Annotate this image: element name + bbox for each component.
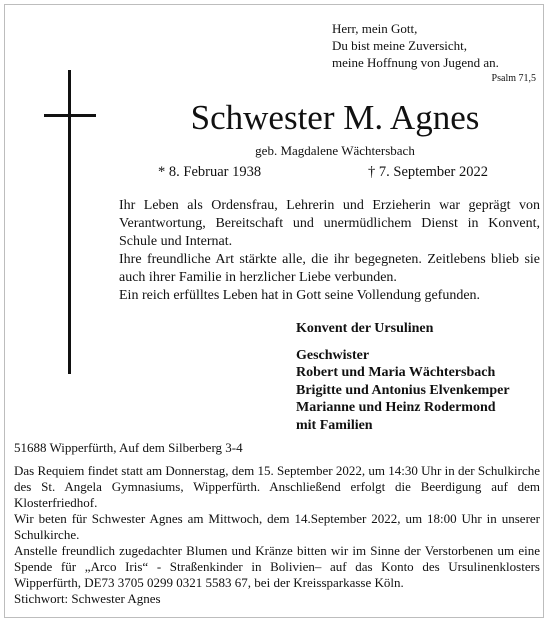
information-paragraph: Das Requiem findet statt am Donnerstag, dem 15. September 2022, um 14:30 Uhr in der Schulkirche des St. Angela Gymnasiums, Wipperfürth. Anschließend erfolgt die Beerdigung auf dem Klosterfriedhof. bbox=[14, 463, 540, 510]
information-paragraph: Anstelle freundlich zugedachter Blumen und Kränze bitten wir im Sinne der Verstorbenen um eine Spende für „Arco Iris“ - Straßenkinder in Bolivien– auf das Konto des Ursulinenklosters Wipperfürth, DE73 3705 0299 0321 5583 67, bei der Kreissparkasse Köln. bbox=[14, 543, 540, 590]
address-line: 51688 Wipperfürth, Auf dem Silberberg 3-4 bbox=[14, 440, 243, 455]
death-date: † 7. September 2022 bbox=[368, 164, 489, 180]
epigraph-line: Du bist meine Zuversicht, bbox=[332, 38, 468, 53]
cross-horizontal-bar bbox=[44, 114, 96, 117]
biography-paragraph: Ihre freundliche Art stärkte alle, die ihr begegneten. Zeitlebens blieb sie auch ihrer Familie in herzlicher Liebe verbunden. bbox=[119, 252, 540, 285]
funeral-information bbox=[14, 463, 540, 607]
mourner-line: mit Familien bbox=[296, 417, 373, 433]
mourner-line: Robert und Maria Wächtersbach bbox=[296, 365, 496, 380]
information-paragraph: Stichwort: Schwester Agnes bbox=[14, 591, 161, 606]
mourner-line: Marianne und Heinz Rodermond bbox=[296, 400, 496, 415]
biography-paragraph: Ihr Leben als Ordensfrau, Lehrerin und Erzieherin war geprägt von Verantwortung, Bereitschaft und unermüdlichem Dienst in Konvent, Schule und Internat. bbox=[119, 198, 540, 249]
mourner-line: Brigitte und Antonius Elvenkemper bbox=[296, 382, 510, 398]
biography-paragraph: Ein reich erfülltes Leben hat in Gott seine Vollendung gefunden. bbox=[119, 288, 481, 303]
deceased-name: Schwester M. Agnes bbox=[190, 98, 480, 137]
convent-name: Konvent der Ursulinen bbox=[296, 321, 434, 336]
biography-text bbox=[119, 197, 540, 305]
epigraph-line: meine Hoffnung von Jugend an. bbox=[332, 55, 499, 70]
mourners-list bbox=[296, 320, 540, 434]
psalm-reference: Psalm 71,5 bbox=[491, 73, 536, 84]
information-paragraph: Wir beten für Schwester Agnes am Mittwoch, dem 14.September 2022, um 18:00 Uhr in unserer Schulkirche. bbox=[14, 511, 540, 542]
psalm-epigraph bbox=[332, 20, 536, 85]
latin-cross-icon bbox=[44, 70, 96, 374]
mourner-line: Geschwister bbox=[296, 347, 370, 363]
epigraph-line: Herr, mein Gott, bbox=[332, 21, 418, 36]
birth-name: geb. Magdalene Wächtersbach bbox=[255, 143, 415, 158]
birth-date: * 8. Februar 1938 bbox=[158, 164, 262, 180]
